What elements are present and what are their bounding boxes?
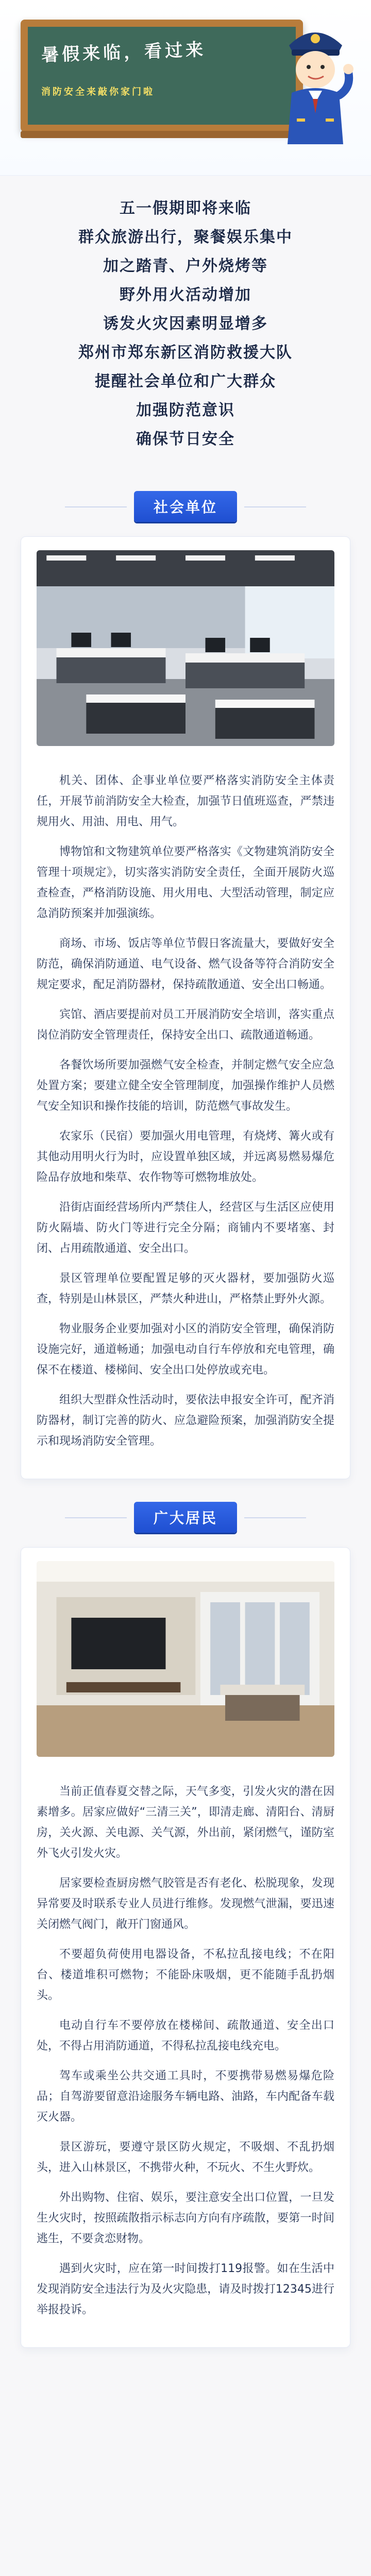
office-photo-icon [37, 550, 334, 746]
section-card-residents [21, 1547, 350, 2348]
intro-line: 加之踏青、户外烧烤等 [103, 257, 268, 275]
intro-line: 提醒社会单位和广大群众 [95, 372, 276, 391]
paragraph: 居家要检查厨房燃气胶管是否有老化、松脱现象，发现异常要及时联系专业人员进行维修。发现燃气泄漏，要迅速关闭燃气阀门，敞开门窗通风。 [37, 1877, 334, 1931]
paragraph: 景区管理单位要配置足够的灭火器材，要加强防火巡查，特别是山林景区，严禁火种进山，严格禁止野外火源。 [37, 1272, 334, 1306]
living-room-photo-icon [37, 1561, 334, 1757]
paragraph: 遇到火灾时，应在第一时间拨打119报警。如在生活中发现消防安全违法行为及火灾隐患，请及时拨打12345进行举报投诉。 [37, 2262, 334, 2316]
paragraph: 各餐饮场所要加强燃气安全检查，并制定燃气安全应急处置方案；要建立健全安全管理制度，加强操作维护人员燃气安全知识和操作技能的培训，防范燃气事故发生。 [37, 1059, 334, 1113]
section-card-units [21, 536, 350, 1479]
section-header-residents [0, 1479, 371, 1547]
paragraph: 驾车或乘坐公共交通工具时，不要携带易燃易爆危险品；自驾游要留意沿途服务车辆电路、油路，车内配备车载灭火器。 [37, 2070, 334, 2124]
paragraph: 组织大型群众性活动时，要依法申报安全许可，配齐消防器材，制订完善的防火、应急避险预案，加强消防安全提示和现场消防安全管理。 [37, 1394, 334, 1448]
paragraph: 不要超负荷使用电器设备，不私拉乱接电线；不在阳台、楼道堆积可燃物；不能卧床吸烟，更不能随手乱扔烟头。 [37, 1948, 334, 2002]
paragraph: 农家乐（民宿）要加强火用电管理，有烧烤、篝火或有其他动用明火行为时，应设置单独区域，并远离易燃易爆危险品存放地和柴草、农作物等可燃物堆放处。 [37, 1130, 334, 1184]
chalkboard [21, 20, 303, 132]
paragraph: 宾馆、酒店要提前对员工开展消防安全培训，落实重点岗位消防安全管理责任，保持安全出口、疏散通道畅通。 [37, 1008, 334, 1042]
intro-line: 确保节日安全 [136, 430, 235, 448]
header-banner [0, 0, 371, 176]
chalk-subtitle: 消防安全来敲你家门啦 [41, 87, 155, 97]
section-title-units: 社会单位 [134, 491, 237, 522]
paragraph: 沿街店面经营场所内严禁住人，经营区与生活区应使用防火隔墙、防火门等进行完全分隔；商铺内不要堵塞、封闭、占用疏散通道、安全出口。 [37, 1201, 334, 1255]
intro-line: 郑州市郑东新区消防救援大队 [78, 344, 293, 362]
intro-line: 五一假期即将来临 [120, 199, 251, 217]
chalk-title: 暑假来临，看过来 [41, 39, 207, 66]
section-header-units [0, 468, 371, 536]
paragraph: 景区游玩，要遵守景区防火规定，不吸烟、不乱扔烟头，进入山林景区，不携带火种，不玩火、不生火野炊。 [37, 2141, 334, 2174]
firefighter-mascot-icon [276, 15, 353, 149]
intro-line: 加强防范意识 [136, 401, 235, 419]
intro-line: 群众旅游出行，聚餐娱乐集中 [78, 228, 293, 246]
chalk-tray [21, 131, 303, 138]
paragraph: 当前正值春夏交替之际，天气多变，引发火灾的潜在因素增多。居家应做好“三清三关”，即清走廊、清阳台、清厨房，关火源、关电源、关气源，外出前，紧闭燃气，谨防室外飞火引发火灾。 [37, 1785, 334, 1860]
paragraph: 物业服务企业要加强对小区的消防安全管理，确保消防设施完好，通道畅通；加强电动自行车停放和充电管理，确保不在楼道、楼梯间、安全出口处停放或充电。 [37, 1323, 334, 1377]
page-end-spacer [0, 2348, 371, 2379]
paragraph: 博物馆和文物建筑单位要严格落实《文物建筑消防安全管理十项规定》，切实落实消防安全责任，全面开展防火巡查检查，严格消防设施、用火用电、大型活动管理，制定应急消防预案并加强演练。 [37, 845, 334, 920]
paragraph: 电动自行车不要停放在楼梯间、疏散通道、安全出口处，不得占用消防通道，不得私拉乱接电线充电。 [37, 2019, 334, 2053]
intro-line: 诱发火灾因素明显增多 [103, 315, 268, 333]
section-title-residents: 广大居民 [134, 1502, 237, 1533]
paragraph: 机关、团体、企事业单位要严格落实消防安全主体责任，开展节前消防安全大检查，加强节日值班巡查，严禁违规用火、用油、用电、用气。 [37, 774, 334, 828]
intro-block [0, 176, 371, 468]
paragraph: 商场、市场、饭店等单位节假日客流量大，要做好安全防范，确保消防通道、电气设备、燃气设备等符合消防安全规定要求，配足消防器材，保持疏散通道、安全出口畅通。 [37, 937, 334, 991]
intro-line: 野外用火活动增加 [120, 286, 251, 304]
paragraph: 外出购物、住宿、娱乐，要注意安全出口位置，一旦发生火灾时，按照疏散指示标志向方向有序疏散，要第一时间逃生，不要贪恋财物。 [37, 2191, 334, 2245]
